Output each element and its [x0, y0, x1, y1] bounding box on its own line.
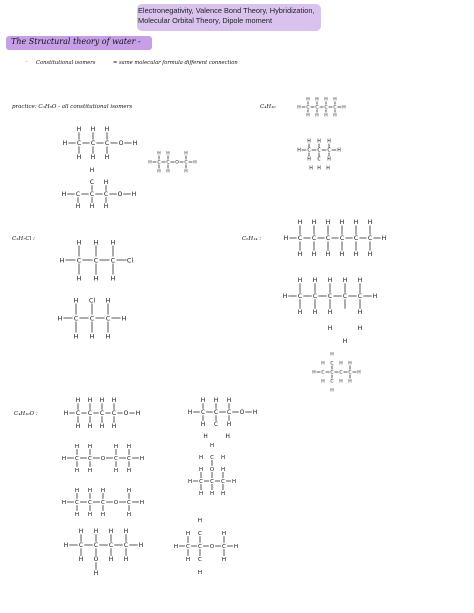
atom-label: H: [108, 528, 114, 536]
atom-label: H: [342, 337, 348, 345]
atom-label: H: [339, 219, 345, 227]
atom-label: C: [213, 422, 219, 429]
atom-label: H: [327, 325, 333, 333]
atom-label: C: [210, 454, 214, 461]
structure-tert-butanol: [174, 518, 238, 576]
atom-label: H: [185, 531, 191, 538]
atom-label: C: [200, 410, 206, 417]
atom-label: H: [283, 235, 289, 243]
atom-label: H: [330, 388, 334, 394]
atom-label: H: [87, 468, 93, 475]
atom-label: H: [110, 239, 116, 247]
atom-label: Cl: [126, 257, 134, 265]
atom-label: C: [105, 315, 111, 323]
atom-label: H: [357, 325, 363, 333]
atom-label: H: [74, 444, 80, 451]
atom-label: C: [317, 148, 321, 154]
structure-ether-a: [62, 444, 144, 474]
atom-label: H: [200, 422, 206, 429]
atom-label: H: [339, 379, 343, 385]
atom-label: H: [93, 570, 99, 578]
atom-label: H: [297, 219, 303, 227]
atom-label: C: [198, 544, 202, 551]
atom-label: C: [199, 478, 203, 485]
atom-label: H: [327, 139, 331, 145]
atom-label: H: [89, 167, 95, 175]
atom-label: H: [75, 203, 81, 211]
atom-label: C: [222, 544, 226, 551]
atom-label: H: [103, 203, 109, 211]
atom-label: H: [330, 352, 334, 358]
atom-label: H: [231, 478, 237, 485]
propyl-chloride-label: C₃H₇Cl :: [12, 236, 35, 242]
atom-label: H: [342, 105, 346, 111]
atom-label: C: [325, 235, 331, 243]
atom-label: C: [186, 544, 190, 551]
atom-label: C: [327, 148, 331, 154]
atom-label: C: [111, 410, 117, 418]
atom-label: H: [99, 423, 105, 431]
atom-label: H: [297, 251, 303, 259]
atom-label: H: [62, 140, 68, 148]
atom-label: Cl: [88, 297, 96, 305]
atom-label: H: [93, 239, 99, 247]
atom-label: H: [339, 251, 345, 259]
atom-label: H: [226, 422, 232, 429]
atom-label: H: [78, 528, 84, 536]
atom-label: H: [367, 219, 373, 227]
atom-label: O: [209, 544, 215, 551]
atom-label: H: [315, 113, 319, 119]
atom-label: H: [100, 488, 106, 495]
structure-methylpropanol: [188, 398, 257, 440]
atom-label: H: [198, 490, 204, 497]
atom-label: H: [357, 309, 363, 317]
atom-label: C: [311, 235, 317, 243]
atom-label: H: [197, 570, 203, 577]
atom-label: C: [342, 293, 348, 301]
atom-label: H: [74, 512, 80, 519]
atom-label: H: [311, 251, 317, 259]
header-topics-line-1: Electronegativity, Valence Bond Theory, Hybridization,: [138, 6, 315, 15]
atom-label: H: [209, 442, 215, 449]
atom-label: H: [327, 309, 333, 317]
atom-label: H: [225, 434, 230, 441]
atom-label: H: [121, 315, 127, 323]
atom-label: H: [113, 444, 119, 451]
atom-label: H: [111, 423, 117, 431]
atom-label: C: [157, 160, 161, 166]
atom-label: H: [297, 309, 303, 317]
atom-label: H: [187, 478, 193, 485]
atom-label: H: [357, 370, 361, 376]
atom-label: H: [184, 169, 188, 175]
atom-label: C: [348, 370, 352, 376]
atom-label: O: [100, 456, 106, 463]
atom-label: H: [100, 512, 106, 519]
atom-label: H: [135, 410, 141, 418]
atom-label: H: [126, 512, 132, 519]
atom-label: H: [233, 544, 239, 551]
atom-label: H: [57, 315, 63, 323]
atom-label: C: [321, 370, 325, 376]
atom-label: H: [187, 410, 193, 417]
atom-label: H: [325, 219, 331, 227]
atom-label: C: [103, 191, 109, 199]
atom-label: H: [337, 148, 341, 154]
atom-label: H: [226, 398, 232, 405]
structure-1-chloropropane: [60, 239, 134, 282]
atom-label: C: [75, 456, 79, 463]
atom-label: H: [59, 257, 65, 265]
atom-label: C: [127, 500, 131, 507]
atom-label: C: [76, 140, 82, 148]
atom-label: C: [198, 557, 202, 564]
atom-label: H: [104, 126, 110, 134]
atom-label: H: [157, 169, 161, 175]
atom-label: C: [297, 235, 303, 243]
atom-label: H: [73, 297, 79, 305]
structure-methyl-ethyl-ether: [148, 151, 196, 175]
atom-label: O: [117, 191, 123, 199]
atom-label: H: [326, 166, 330, 172]
atom-label: C: [184, 160, 188, 166]
atom-label: C: [330, 370, 334, 376]
atom-label: C: [353, 235, 359, 243]
atom-label: O: [113, 500, 119, 507]
atom-label: H: [139, 456, 145, 463]
atom-label: C: [213, 410, 219, 417]
atom-label: H: [105, 333, 111, 341]
atom-label: H: [312, 277, 318, 285]
atom-label: H: [148, 160, 152, 166]
atom-label: O: [123, 410, 129, 418]
atom-label: H: [353, 251, 359, 259]
atom-label: H: [200, 398, 206, 405]
atom-label: H: [198, 454, 204, 461]
atom-label: C: [226, 410, 232, 417]
atom-label: C: [93, 257, 99, 265]
atom-label: H: [61, 456, 67, 463]
atom-label: H: [325, 251, 331, 259]
structure-butane: [297, 97, 345, 119]
atom-label: O: [118, 140, 124, 148]
atom-label: C: [367, 235, 373, 243]
note-definition: = same molecular formula different connection: [113, 60, 238, 66]
atom-label: C: [339, 370, 343, 376]
atom-label: H: [221, 531, 227, 538]
atom-label: C: [90, 140, 96, 148]
atom-label: C: [166, 160, 170, 166]
atom-label: C: [315, 105, 319, 111]
structure-hexane: [284, 219, 387, 258]
atom-label: H: [173, 544, 179, 551]
atom-label: H: [63, 542, 69, 550]
atom-label: H: [113, 468, 119, 475]
atom-label: C: [317, 157, 321, 163]
structure-2-chloropropane: [58, 297, 127, 340]
structure-isobutane: [297, 139, 341, 172]
atom-label: H: [76, 239, 82, 247]
atom-label: C: [75, 191, 81, 199]
atom-label: H: [348, 361, 352, 367]
structure-butanol: [64, 397, 141, 430]
atom-label: C: [89, 179, 95, 187]
atom-label: C: [198, 531, 202, 538]
atom-label: C: [123, 542, 129, 550]
atom-label: H: [297, 105, 301, 111]
atom-label: H: [166, 169, 170, 175]
atom-label: H: [327, 277, 333, 285]
atom-label: H: [108, 556, 114, 564]
atom-label: H: [339, 361, 343, 367]
atom-label: H: [90, 126, 96, 134]
atom-label: O: [93, 556, 99, 564]
butanol-label: C₄H₁₀O :: [14, 411, 38, 417]
atom-label: H: [220, 466, 226, 473]
atom-label: C: [339, 235, 345, 243]
atom-label: H: [166, 151, 170, 157]
atom-label: H: [306, 97, 310, 103]
atom-label: H: [311, 219, 317, 227]
atom-label: C: [297, 293, 303, 301]
structure-propanol: [63, 126, 138, 161]
atom-label: H: [87, 423, 93, 431]
atom-label: H: [307, 157, 311, 163]
atom-label: H: [75, 397, 81, 405]
header-topics-line-2: Molecular Orbital Theory, Dipole moment: [138, 16, 273, 25]
atom-label: H: [126, 468, 132, 475]
atom-label: H: [333, 113, 337, 119]
atom-label: C: [87, 410, 93, 418]
atom-label: C: [306, 105, 310, 111]
atom-label: H: [307, 139, 311, 145]
atom-label: C: [73, 315, 79, 323]
atom-label: H: [317, 166, 321, 172]
atom-label: C: [88, 500, 92, 507]
atom-label: H: [185, 557, 191, 564]
atom-label: H: [93, 528, 99, 536]
atom-label: H: [333, 97, 337, 103]
atom-label: H: [132, 140, 138, 148]
atom-label: H: [297, 277, 303, 285]
atom-label: O: [209, 466, 215, 473]
structure-methylpentane: [283, 277, 378, 345]
atom-label: H: [209, 490, 215, 497]
atom-label: C: [78, 542, 84, 550]
atom-label: C: [357, 293, 363, 301]
structure-ether-b: [62, 488, 144, 518]
atom-label: H: [282, 293, 288, 301]
atom-label: C: [89, 191, 95, 199]
atom-label: H: [123, 556, 129, 564]
atom-label: H: [75, 423, 81, 431]
atom-label: C: [324, 105, 328, 111]
atom-label: H: [372, 293, 378, 301]
page-title: The Structural theory of water -: [11, 37, 141, 46]
note-bullet: ·: [26, 59, 28, 65]
atom-label: H: [297, 148, 301, 154]
atom-label: H: [89, 333, 95, 341]
atom-label: C: [99, 410, 105, 418]
atom-label: H: [157, 151, 161, 157]
atom-label: H: [213, 398, 219, 405]
atom-label: C: [110, 257, 116, 265]
atom-label: H: [61, 500, 67, 507]
atom-label: H: [367, 251, 373, 259]
atom-label: H: [315, 97, 319, 103]
atom-label: O: [239, 410, 245, 417]
atom-label: H: [87, 488, 93, 495]
atom-label: C: [330, 379, 334, 385]
atom-label: H: [76, 126, 82, 134]
hexane-label: C₆H₁₄ :: [242, 236, 262, 242]
atom-label: H: [90, 154, 96, 162]
structure-methyl-isopropyl-ether: [188, 443, 236, 497]
atom-label: C: [101, 500, 105, 507]
structure-isopropanol: [62, 167, 137, 210]
atom-label: C: [210, 478, 214, 485]
atom-label: C: [93, 542, 99, 550]
atom-label: H: [104, 154, 110, 162]
atom-label: H: [76, 154, 82, 162]
atom-label: H: [74, 488, 80, 495]
atom-label: H: [327, 157, 331, 163]
atom-label: C: [88, 456, 92, 463]
atom-label: C: [330, 361, 334, 367]
atom-label: H: [103, 179, 109, 187]
atom-label: H: [348, 379, 352, 385]
atom-label: H: [76, 275, 82, 283]
atom-label: H: [99, 397, 105, 405]
atom-label: H: [342, 277, 348, 285]
atom-label: H: [87, 512, 93, 519]
atom-label: H: [138, 542, 144, 550]
atom-label: H: [89, 203, 95, 211]
atom-label: H: [61, 191, 67, 199]
atom-label: C: [221, 478, 225, 485]
atom-label: C: [89, 315, 95, 323]
atom-label: H: [306, 113, 310, 119]
atom-label: C: [75, 500, 79, 507]
atom-label: H: [73, 333, 79, 341]
structure-dimethylbutane: [312, 352, 360, 394]
atom-label: H: [105, 297, 111, 305]
atom-label: C: [76, 257, 82, 265]
atom-label: H: [381, 235, 387, 243]
atom-label: H: [131, 191, 137, 199]
atom-label: H: [63, 410, 69, 418]
atom-label: H: [111, 397, 117, 405]
atom-label: H: [309, 166, 313, 172]
atom-label: H: [324, 97, 328, 103]
atom-label: C: [127, 456, 131, 463]
atom-label: H: [123, 528, 129, 536]
atom-label: H: [93, 275, 99, 283]
atom-label: H: [317, 139, 321, 145]
atom-label: H: [321, 379, 325, 385]
atom-label: H: [312, 370, 316, 376]
atom-label: C: [114, 456, 118, 463]
atom-label: H: [139, 500, 145, 507]
atom-label: C: [312, 293, 318, 301]
atom-label: H: [110, 275, 116, 283]
atom-label: O: [175, 160, 179, 166]
note-term: Constitutional isomers: [36, 60, 96, 66]
atom-label: H: [220, 454, 226, 461]
atom-label: H: [126, 444, 132, 451]
atom-label: H: [87, 397, 93, 405]
atom-label: H: [198, 466, 204, 473]
atom-label: C: [108, 542, 114, 550]
atom-label: H: [357, 277, 363, 285]
atom-label: H: [74, 468, 80, 475]
atom-label: H: [312, 309, 318, 317]
atom-label: H: [203, 434, 208, 441]
atom-label: H: [197, 518, 203, 525]
atom-label: H: [193, 160, 197, 166]
atom-label: H: [78, 556, 84, 564]
atom-label: C: [75, 410, 81, 418]
atom-label: C: [307, 148, 311, 154]
practice-label: practice: C₃H₈O - all constitutional isomers: [12, 104, 133, 110]
atom-label: H: [87, 444, 93, 451]
atom-label: H: [324, 113, 328, 119]
atom-label: H: [353, 219, 359, 227]
atom-label: H: [126, 488, 132, 495]
butane-label: C₄H₁₀: [260, 104, 276, 110]
structure-2-butanol: [64, 528, 144, 577]
atom-label: H: [221, 557, 227, 564]
atom-label: H: [252, 410, 258, 417]
atom-label: C: [104, 140, 110, 148]
atom-label: C: [327, 293, 333, 301]
atom-label: C: [333, 105, 337, 111]
atom-label: H: [321, 361, 325, 367]
atom-label: H: [184, 151, 188, 157]
atom-label: H: [220, 490, 226, 497]
